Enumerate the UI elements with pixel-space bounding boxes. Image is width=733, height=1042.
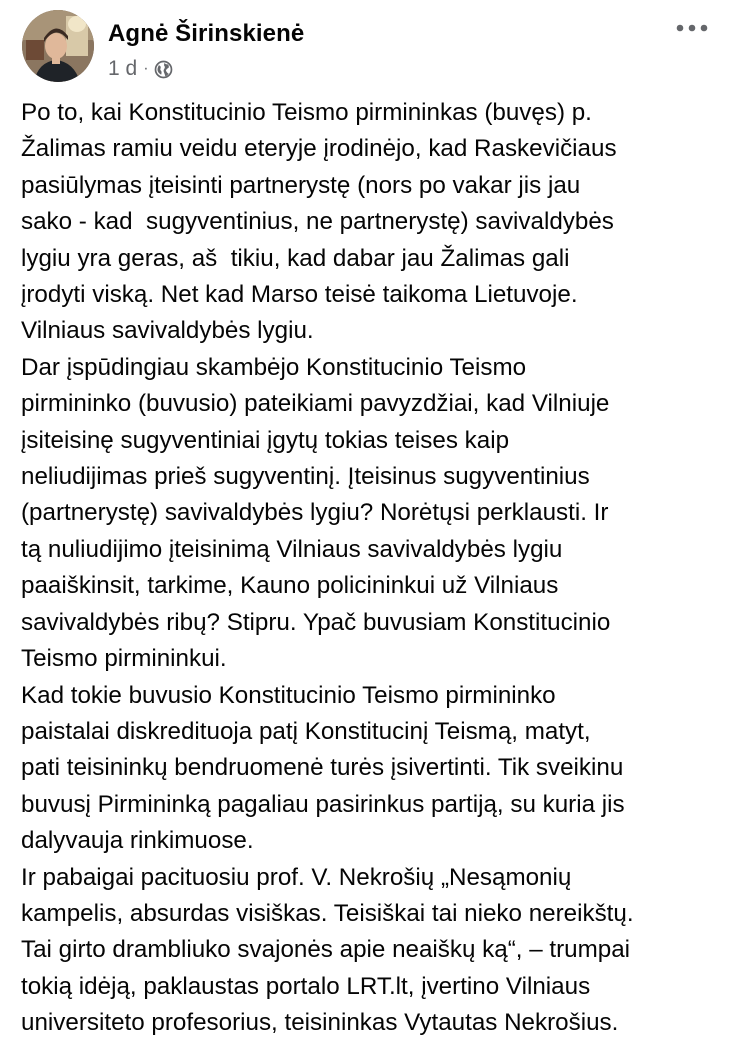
post-text-line: Teismo pirmininkui. [21,645,227,673]
post-text-line: Dar įspūdingiau skambėjo Konstitucinio Teismo [21,353,527,381]
post-text-line: pasiūlymas įteisinti partnerystę (nors po vakar jis jau [21,171,581,199]
post-timestamp[interactable]: 1 d [108,57,138,80]
post-text-line: kampelis, absurdas visiškas. Teisiškai tai nieko nereikštų. [21,899,634,927]
author-name[interactable]: Agnė Širinskienė [108,20,305,47]
post-text-line: savivaldybės ribų? Stipru. Ypač buvusiam Konstitucinio [21,608,611,636]
post-text-line: įrodyti viską. Net kad Marso teisė taikoma Lietuvoje. [21,281,578,309]
post-text-line: neliudijimas prieš sugyventinį. Įteisinus sugyventinius [21,463,590,491]
post-text-line: tokią idėją, paklaustas portalo LRT.lt, įvertino Vilniaus [21,972,591,1000]
post-text-line: paistalai diskredituoja patį Konstitucinį Teismą, matyt, [21,717,591,745]
post-header [0,0,733,92]
post-text-line: sako - kad sugyventinius, ne partnerystę) savivaldybės [21,208,614,236]
post-text-line: lygiu yra geras, aš tikiu, kad dabar jau Žalimas gali [21,244,570,272]
post-text-line: Vilniaus savivaldybės lygiu. [21,317,314,345]
post-text-line: įsiteisinę sugyventiniai įgytų tokias teises kaip [21,426,510,454]
author-avatar[interactable] [22,10,94,82]
post-text [21,95,721,1042]
post-text-line: tą nuliudijimo įteisinimą Vilniaus savivaldybės lygiu [21,535,563,563]
avatar-photo [22,10,94,82]
post-meta [108,56,173,82]
post-text-line: (partnerystę) savivaldybės lygiu? Norėtųsi perklausti. Ir [21,499,609,527]
globe-icon[interactable] [154,60,173,79]
post-text-line: Po to, kai Konstitucinio Teismo pirmininkas (buvęs) p. [21,99,592,126]
post-text-line: Tai girto drambliuko svajonės apie neaiškų ką“, – trumpai [21,936,631,964]
post-text-line: Žalimas ramiu veidu eteryje įrodinėjo, kad Raskevičiaus [21,135,617,163]
post-text-line: dalyvauja rinkimuose. [21,827,254,855]
post-text-line: Ir pabaigai pacituosiu prof. V. Nekrošių „Nesąmonių [21,863,572,891]
post-text-line: Kad tokie buvusio Konstitucinio Teismo pirmininko [21,681,556,709]
meta-separator: · [143,60,149,77]
post-text-line: paaiškinsit, tarkime, Kauno policininkui už Vilniaus [21,572,559,600]
more-options-button[interactable] [672,14,712,42]
post-text-line: pati teisininkų bendruomenė turės įsivertinti. Tik sveikinu [21,754,624,782]
post-text-line: pirmininko (buvusio) pateikiami pavyzdžiai, kad Vilniuje [21,390,610,418]
more-options-icon [676,24,708,32]
post-text-line: universiteto profesorius, teisininkas Vytautas Nekrošius. [21,1009,619,1037]
post-text-line: buvusį Pirmininką pagaliau pasirinkus partiją, su kuria jis [21,790,625,818]
